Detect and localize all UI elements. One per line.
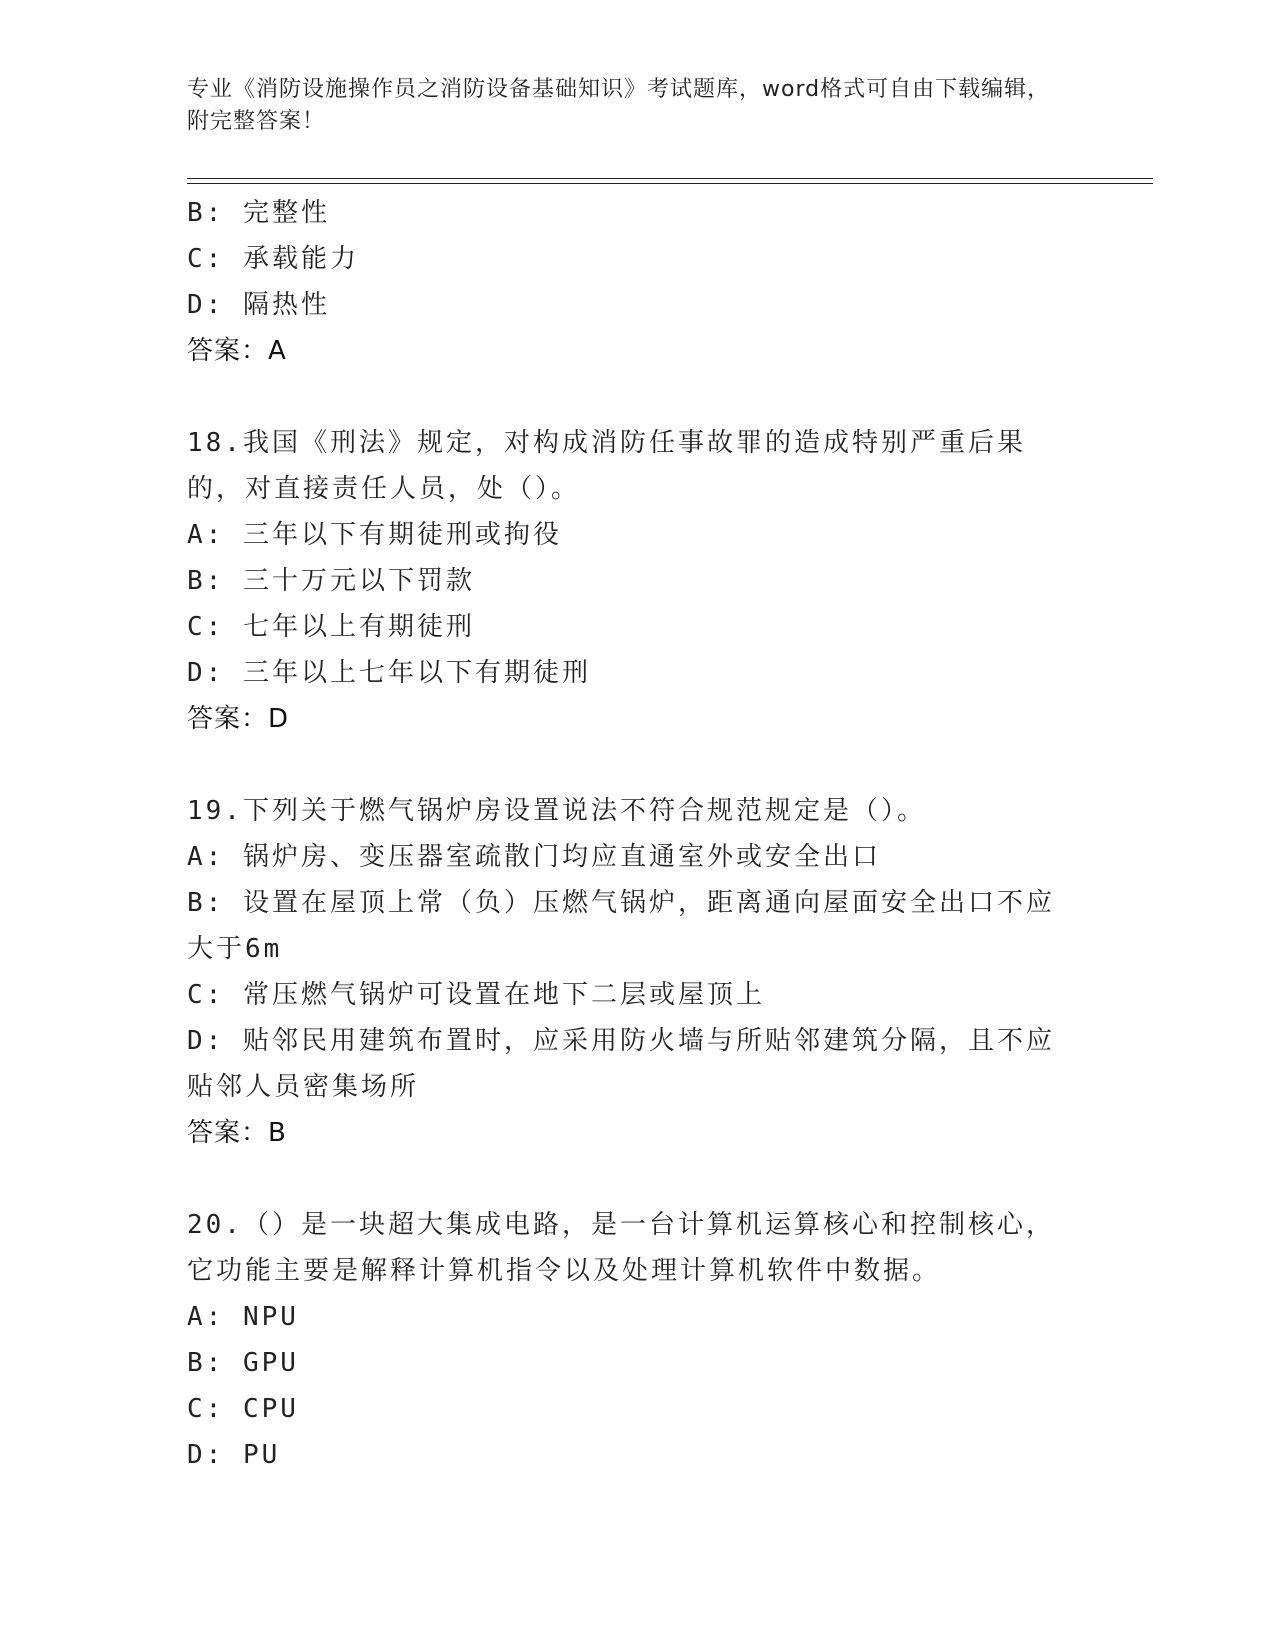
option-c: C: 七年以上有期徒刑 — [187, 612, 475, 642]
option-c: C: 承载能力 — [187, 244, 359, 274]
question-20 — [187, 1202, 1077, 1478]
option-d: D: 隔热性 — [187, 290, 330, 320]
question-19 — [187, 788, 1077, 1156]
question-stem: 19.下列关于燃气锅炉房设置说法不符合规范规定是（）。 — [187, 796, 926, 826]
question-stem: 18.我国《刑法》规定，对构成消防任事故罪的造成特别严重后果的，对直接责任人员，处（）。 — [187, 428, 1026, 504]
option-b: B: 完整性 — [187, 198, 330, 228]
answer-label: 答案：D — [187, 704, 290, 734]
option-c: C: CPU — [187, 1394, 299, 1424]
spacer — [187, 1156, 1077, 1202]
option-d: D: 贴邻民用建筑布置时，应采用防火墙与所贴邻建筑分隔，且不应贴邻人员密集场所 — [187, 1026, 1055, 1102]
option-d: D: 三年以上七年以下有期徒刑 — [187, 658, 591, 688]
option-a: A: 三年以下有期徒刑或拘役 — [187, 520, 562, 550]
header-divider-bottom — [187, 183, 1153, 184]
answer-label: 答案：B — [187, 1118, 287, 1148]
option-b: B: GPU — [187, 1348, 299, 1378]
document-header: 专业《消防设施操作员之消防设备基础知识》考试题库，word格式可自由下载编辑，附完整答案！ — [187, 77, 1051, 134]
option-a: A: 锅炉房、变压器室疏散门均应直通室外或安全出口 — [187, 842, 881, 872]
question-stem: 20.（）是一块超大集成电路，是一台计算机运算核心和控制核心，它功能主要是解释计算机指令以及处理计算机软件中数据。 — [187, 1210, 1055, 1286]
option-c: C: 常压燃气锅炉可设置在地下二层或屋顶上 — [187, 980, 765, 1010]
spacer — [187, 374, 1077, 420]
previous-question-tail — [187, 190, 1077, 374]
spacer — [187, 742, 1077, 788]
answer-label: 答案：A — [187, 336, 287, 366]
header-divider-top — [187, 178, 1153, 179]
option-b: B: 设置在屋顶上常（负）压燃气锅炉，距离通向屋面安全出口不应大于6m — [187, 888, 1055, 964]
question-content — [187, 190, 1077, 1478]
option-a: A: NPU — [187, 1302, 299, 1332]
question-18 — [187, 420, 1077, 742]
option-b: B: 三十万元以下罚款 — [187, 566, 475, 596]
option-d: D: PU — [187, 1440, 281, 1470]
